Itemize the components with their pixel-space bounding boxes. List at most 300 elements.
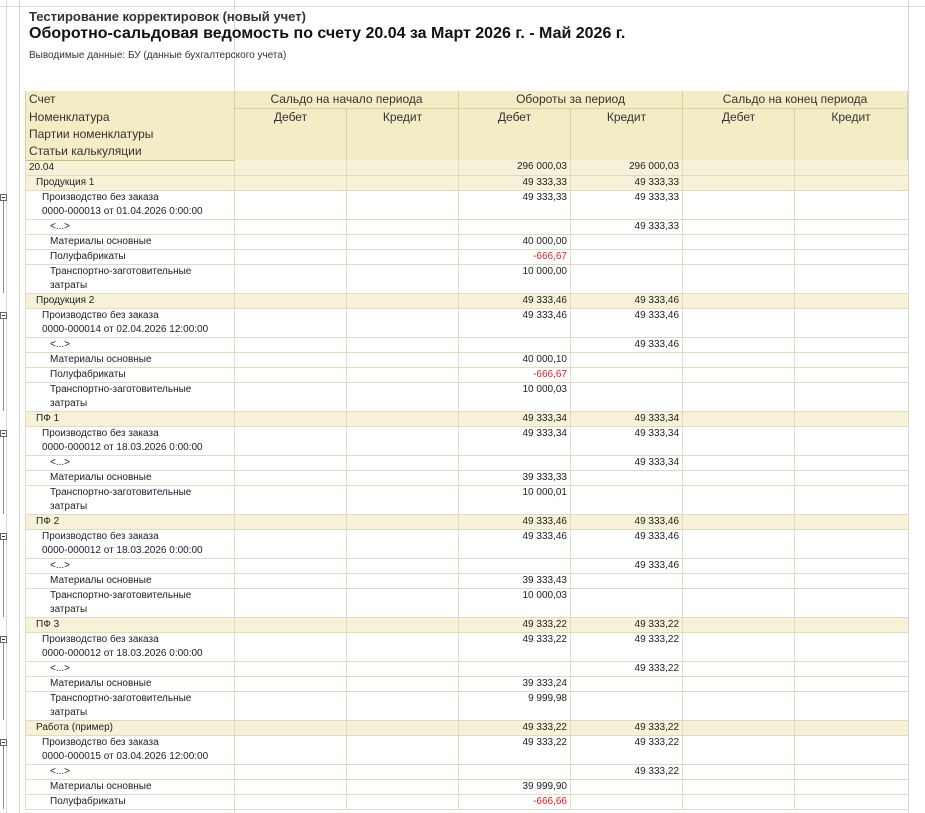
cell-closing-credit <box>795 529 908 558</box>
cell-turnover-credit <box>571 691 683 720</box>
cell-opening-debit <box>235 794 347 809</box>
table-row <box>26 337 908 352</box>
cell-closing-credit <box>795 779 908 794</box>
cell-opening-debit <box>235 308 347 337</box>
header-cost-items: Статьи калькуляции <box>26 143 235 161</box>
gutter-line-2 <box>19 0 20 813</box>
cell-turnover-credit: 49 333,22 <box>571 617 683 632</box>
cell-opening-debit <box>235 264 347 293</box>
cell-opening-credit <box>347 514 459 529</box>
cell-opening-credit <box>347 529 459 558</box>
row-name <box>26 455 235 470</box>
cell-turnover-credit <box>571 794 683 809</box>
cell-closing-credit <box>795 632 908 661</box>
cell-closing-debit <box>683 661 795 676</box>
cell-opening-debit <box>235 367 347 382</box>
cell-closing-debit <box>683 514 795 529</box>
row-name-line: 0000-000015 от 03.04.2026 12:00:00 <box>42 750 209 762</box>
row-name-line: Производство без заказа <box>42 633 159 645</box>
gutter-line-1 <box>6 0 7 813</box>
cell-turnover-credit: 49 333,34 <box>571 426 683 455</box>
row-name-line: Транспортно-заготовительные <box>50 486 192 498</box>
header-turnover-credit: Кредит <box>571 109 683 161</box>
cell-opening-debit <box>235 558 347 573</box>
cell-closing-debit <box>683 470 795 485</box>
outline-bracket <box>3 436 4 514</box>
row-name-line: Транспортно-заготовительные <box>50 589 192 601</box>
table-row <box>26 234 908 249</box>
cell-closing-credit <box>795 367 908 382</box>
cell-closing-debit <box>683 382 795 411</box>
cell-opening-credit <box>347 264 459 293</box>
cell-closing-credit <box>795 352 908 367</box>
row-name <box>26 617 235 632</box>
cell-closing-credit <box>795 293 908 308</box>
table-row <box>26 308 908 337</box>
cell-closing-credit <box>795 160 908 175</box>
row-name-line: Продукция 2 <box>36 294 95 306</box>
cell-opening-credit <box>347 735 459 764</box>
collapse-group-icon[interactable] <box>0 636 7 643</box>
cell-opening-debit <box>235 426 347 455</box>
row-name <box>26 735 235 764</box>
cell-closing-debit <box>683 175 795 190</box>
cell-closing-debit <box>683 764 795 779</box>
table-row <box>26 573 908 588</box>
cell-closing-debit <box>683 426 795 455</box>
cell-turnover-debit: 49 333,22 <box>459 617 571 632</box>
table-row <box>26 529 908 558</box>
cell-turnover-credit <box>571 249 683 264</box>
cell-closing-debit <box>683 735 795 764</box>
table-row <box>26 764 908 779</box>
cell-opening-credit <box>347 352 459 367</box>
cell-closing-credit <box>795 455 908 470</box>
cell-opening-credit <box>347 720 459 735</box>
table-row <box>26 632 908 661</box>
cell-opening-credit <box>347 382 459 411</box>
cell-opening-credit <box>347 160 459 175</box>
row-name <box>26 249 235 264</box>
cell-turnover-debit: -666,66 <box>459 794 571 809</box>
collapse-group-icon[interactable] <box>0 533 7 540</box>
cell-turnover-credit: 49 333,33 <box>571 190 683 219</box>
cell-opening-debit <box>235 175 347 190</box>
row-name <box>26 175 235 190</box>
cell-turnover-credit <box>571 485 683 514</box>
row-name-line: Транспортно-заготовительные <box>50 383 192 395</box>
cell-opening-credit <box>347 426 459 455</box>
cell-opening-debit <box>235 249 347 264</box>
header-nomenclature: Номенклатура <box>26 109 235 126</box>
report-heading: Оборотно-сальдовая ведомость по счету 20.04 за Март 2026 г. - Май 2026 г. <box>29 25 626 42</box>
row-name-line: 0000-000012 от 18.03.2026 0:00:00 <box>42 544 203 556</box>
cell-opening-debit <box>235 529 347 558</box>
table-row <box>26 455 908 470</box>
row-name-line: <...> <box>50 765 71 777</box>
header-batches: Партии номенклатуры <box>26 126 235 143</box>
row-name <box>26 661 235 676</box>
cell-closing-credit <box>795 514 908 529</box>
table-row <box>26 617 908 632</box>
cell-opening-credit <box>347 249 459 264</box>
cell-closing-debit <box>683 264 795 293</box>
row-name-line: <...> <box>50 559 71 571</box>
row-name <box>26 264 235 293</box>
row-name <box>26 529 235 558</box>
row-name <box>26 779 235 794</box>
table-row <box>26 691 908 720</box>
row-name <box>26 293 235 308</box>
cell-turnover-credit: 49 333,22 <box>571 632 683 661</box>
cell-opening-credit <box>347 794 459 809</box>
cell-closing-credit <box>795 691 908 720</box>
cell-closing-debit <box>683 352 795 367</box>
row-name <box>26 160 235 175</box>
cell-closing-credit <box>795 234 908 249</box>
row-name <box>26 794 235 809</box>
cell-closing-credit <box>795 337 908 352</box>
cell-opening-debit <box>235 470 347 485</box>
cell-opening-debit <box>235 588 347 617</box>
collapse-group-icon[interactable] <box>0 739 7 746</box>
row-name-line: Производство без заказа <box>42 191 159 203</box>
right-grid-line <box>908 0 909 813</box>
cell-opening-credit <box>347 470 459 485</box>
row-name-line: затраты <box>50 397 88 409</box>
cell-opening-debit <box>235 661 347 676</box>
cell-turnover-debit <box>459 219 571 234</box>
cell-closing-debit <box>683 529 795 558</box>
top-grid-line <box>0 6 925 7</box>
row-name-line: Полуфабрикаты <box>50 795 126 807</box>
cell-closing-debit <box>683 249 795 264</box>
cell-opening-credit <box>347 558 459 573</box>
cell-turnover-credit <box>571 264 683 293</box>
cell-turnover-debit: 49 333,22 <box>459 720 571 735</box>
cell-turnover-debit: 40 000,00 <box>459 234 571 249</box>
row-name <box>26 691 235 720</box>
cell-opening-debit <box>235 720 347 735</box>
cell-closing-debit <box>683 308 795 337</box>
header-closing-debit: Дебет <box>683 109 795 161</box>
row-name <box>26 367 235 382</box>
cell-turnover-credit <box>571 234 683 249</box>
row-name <box>26 588 235 617</box>
cell-turnover-debit: 49 333,34 <box>459 426 571 455</box>
cell-turnover-debit <box>459 661 571 676</box>
cell-opening-debit <box>235 779 347 794</box>
cell-opening-debit <box>235 691 347 720</box>
cell-turnover-debit: 10 000,01 <box>459 485 571 514</box>
cell-turnover-debit: 49 333,46 <box>459 293 571 308</box>
row-name-line: ПФ 3 <box>36 618 60 630</box>
row-name-line: 20.04 <box>29 161 55 173</box>
cell-turnover-credit <box>571 779 683 794</box>
cell-turnover-debit: -666,67 <box>459 249 571 264</box>
row-name-line: <...> <box>50 456 71 468</box>
cell-opening-debit <box>235 455 347 470</box>
cell-turnover-credit: 49 333,22 <box>571 720 683 735</box>
cell-opening-debit <box>235 219 347 234</box>
cell-closing-debit <box>683 160 795 175</box>
row-name-line: Производство без заказа <box>42 736 159 748</box>
table-row <box>26 779 908 794</box>
row-name <box>26 411 235 426</box>
table-row <box>26 411 908 426</box>
row-name-line: Работа (пример) <box>36 721 113 733</box>
row-name <box>26 485 235 514</box>
cell-closing-debit <box>683 337 795 352</box>
outline-bracket <box>3 539 4 617</box>
cell-closing-credit <box>795 661 908 676</box>
row-name-line: Производство без заказа <box>42 530 159 542</box>
row-name-line: 0000-000014 от 02.04.2026 12:00:00 <box>42 323 209 335</box>
row-name-line: затраты <box>50 279 88 291</box>
table-row <box>26 352 908 367</box>
cell-turnover-credit <box>571 352 683 367</box>
cell-turnover-debit: 49 333,33 <box>459 175 571 190</box>
cell-turnover-debit: 39 999,90 <box>459 779 571 794</box>
row-name <box>26 676 235 691</box>
cell-turnover-credit: 49 333,46 <box>571 558 683 573</box>
cell-opening-credit <box>347 632 459 661</box>
turnover-balance-table <box>25 91 908 810</box>
cell-closing-debit <box>683 411 795 426</box>
cell-opening-credit <box>347 573 459 588</box>
cell-closing-debit <box>683 190 795 219</box>
header-turnover-debit: Дебет <box>459 109 571 161</box>
row-name-line: <...> <box>50 338 71 350</box>
table-row <box>26 264 908 293</box>
cell-closing-credit <box>795 558 908 573</box>
row-name-line: ПФ 2 <box>36 515 60 527</box>
cell-turnover-debit: 49 333,46 <box>459 529 571 558</box>
row-name <box>26 308 235 337</box>
table-row <box>26 367 908 382</box>
cell-closing-credit <box>795 470 908 485</box>
cell-closing-credit <box>795 426 908 455</box>
table-row <box>26 160 908 175</box>
cell-opening-debit <box>235 764 347 779</box>
row-name-line: Транспортно-заготовительные <box>50 692 192 704</box>
row-name-line: Производство без заказа <box>42 309 159 321</box>
row-name <box>26 426 235 455</box>
row-name-line: 0000-000012 от 18.03.2026 0:00:00 <box>42 647 203 659</box>
table-row <box>26 293 908 308</box>
row-name-line: затраты <box>50 500 88 512</box>
cell-turnover-credit: 49 333,34 <box>571 455 683 470</box>
cell-opening-credit <box>347 661 459 676</box>
cell-turnover-debit <box>459 764 571 779</box>
cell-opening-credit <box>347 617 459 632</box>
cell-closing-debit <box>683 720 795 735</box>
cell-opening-credit <box>347 367 459 382</box>
row-name <box>26 720 235 735</box>
outline-bracket <box>3 318 4 411</box>
table-row <box>26 190 908 219</box>
row-name <box>26 764 235 779</box>
cell-closing-debit <box>683 617 795 632</box>
cell-turnover-credit: 49 333,33 <box>571 219 683 234</box>
cell-closing-credit <box>795 735 908 764</box>
cell-opening-debit <box>235 514 347 529</box>
cell-turnover-credit: 49 333,33 <box>571 175 683 190</box>
row-name-line: Производство без заказа <box>42 427 159 439</box>
cell-opening-debit <box>235 411 347 426</box>
row-name <box>26 190 235 219</box>
cell-opening-credit <box>347 190 459 219</box>
cell-turnover-debit: 49 333,22 <box>459 632 571 661</box>
cell-opening-debit <box>235 676 347 691</box>
row-name-line: 0000-000013 от 01.04.2026 0:00:00 <box>42 205 203 217</box>
row-name-line: Полуфабрикаты <box>50 368 126 380</box>
cell-closing-credit <box>795 382 908 411</box>
cell-opening-debit <box>235 160 347 175</box>
header-opening-debit: Дебет <box>235 109 347 161</box>
cell-opening-credit <box>347 219 459 234</box>
report-title: Тестирование корректировок (новый учет) <box>29 9 306 24</box>
header-opening-balance: Сальдо на начало периода <box>235 91 459 109</box>
cell-closing-credit <box>795 175 908 190</box>
cell-closing-debit <box>683 632 795 661</box>
row-name-line: Продукция 1 <box>36 176 95 188</box>
cell-opening-credit <box>347 455 459 470</box>
row-name <box>26 632 235 661</box>
cell-closing-debit <box>683 794 795 809</box>
cell-turnover-credit <box>571 470 683 485</box>
row-name <box>26 234 235 249</box>
cell-closing-debit <box>683 573 795 588</box>
cell-closing-debit <box>683 293 795 308</box>
cell-closing-credit <box>795 573 908 588</box>
table-row <box>26 470 908 485</box>
row-name-line: Материалы основные <box>50 574 152 586</box>
collapse-group-icon[interactable] <box>0 194 7 201</box>
cell-closing-debit <box>683 691 795 720</box>
cell-opening-debit <box>235 573 347 588</box>
cell-closing-debit <box>683 219 795 234</box>
row-name-line: <...> <box>50 662 71 674</box>
row-name-line: Материалы основные <box>50 471 152 483</box>
cell-opening-debit <box>235 234 347 249</box>
table-row <box>26 426 908 455</box>
row-name-line: Транспортно-заготовительные <box>50 265 192 277</box>
cell-opening-debit <box>235 337 347 352</box>
cell-opening-credit <box>347 411 459 426</box>
cell-closing-credit <box>795 617 908 632</box>
table-row <box>26 485 908 514</box>
cell-closing-credit <box>795 190 908 219</box>
cell-opening-debit <box>235 617 347 632</box>
cell-opening-debit <box>235 485 347 514</box>
table-row <box>26 219 908 234</box>
cell-opening-debit <box>235 735 347 764</box>
outline-bracket <box>3 745 4 809</box>
cell-opening-credit <box>347 485 459 514</box>
cell-closing-credit <box>795 764 908 779</box>
cell-turnover-credit: 296 000,03 <box>571 160 683 175</box>
cell-closing-credit <box>795 720 908 735</box>
cell-opening-credit <box>347 676 459 691</box>
cell-closing-debit <box>683 367 795 382</box>
cell-turnover-credit: 49 333,46 <box>571 308 683 337</box>
cell-turnover-credit <box>571 588 683 617</box>
row-name-line: Материалы основные <box>50 353 152 365</box>
cell-turnover-credit <box>571 367 683 382</box>
table-row <box>26 794 908 809</box>
table-row <box>26 661 908 676</box>
cell-turnover-debit: 49 333,22 <box>459 735 571 764</box>
cell-opening-debit <box>235 382 347 411</box>
row-name <box>26 573 235 588</box>
table-row <box>26 382 908 411</box>
cell-closing-credit <box>795 411 908 426</box>
cell-turnover-credit: 49 333,46 <box>571 529 683 558</box>
outline-bracket <box>3 642 4 720</box>
cell-turnover-debit: 39 333,33 <box>459 470 571 485</box>
cell-turnover-credit <box>571 676 683 691</box>
table-row <box>26 720 908 735</box>
cell-turnover-credit: 49 333,46 <box>571 293 683 308</box>
cell-closing-debit <box>683 455 795 470</box>
row-name-line: <...> <box>50 220 71 232</box>
cell-closing-debit <box>683 234 795 249</box>
cell-turnover-debit: 49 333,46 <box>459 514 571 529</box>
cell-opening-debit <box>235 352 347 367</box>
cell-closing-debit <box>683 676 795 691</box>
cell-turnover-debit: 49 333,33 <box>459 190 571 219</box>
cell-closing-debit <box>683 485 795 514</box>
cell-turnover-credit: 49 333,46 <box>571 514 683 529</box>
cell-turnover-credit: 49 333,22 <box>571 661 683 676</box>
collapse-group-icon[interactable] <box>0 312 7 319</box>
row-name-line: ПФ 1 <box>36 412 60 424</box>
cell-closing-credit <box>795 308 908 337</box>
cell-opening-credit <box>347 337 459 352</box>
header-turnover: Обороты за период <box>459 91 683 109</box>
header-closing-credit: Кредит <box>795 109 908 161</box>
cell-closing-debit <box>683 779 795 794</box>
header-account: Счет <box>26 91 235 109</box>
cell-opening-credit <box>347 308 459 337</box>
cell-turnover-debit: 39 333,43 <box>459 573 571 588</box>
report-output-settings: Выводимые данные: БУ (данные бухгалтерского учета) <box>29 50 287 61</box>
cell-opening-credit <box>347 691 459 720</box>
cell-turnover-debit: -666,67 <box>459 367 571 382</box>
cell-turnover-debit: 10 000,03 <box>459 588 571 617</box>
row-name <box>26 219 235 234</box>
collapse-group-icon[interactable] <box>0 430 7 437</box>
header-closing-balance: Сальдо на конец периода <box>683 91 908 109</box>
cell-turnover-debit <box>459 558 571 573</box>
cell-opening-credit <box>347 779 459 794</box>
row-name <box>26 470 235 485</box>
cell-turnover-debit: 49 333,46 <box>459 308 571 337</box>
table-body <box>26 160 908 809</box>
cell-turnover-debit <box>459 337 571 352</box>
table-row <box>26 514 908 529</box>
cell-closing-credit <box>795 219 908 234</box>
cell-turnover-debit: 10 000,03 <box>459 382 571 411</box>
row-name-line: Материалы основные <box>50 780 152 792</box>
cell-closing-credit <box>795 676 908 691</box>
row-name <box>26 382 235 411</box>
cell-turnover-debit: 39 333,24 <box>459 676 571 691</box>
cell-turnover-debit: 10 000,00 <box>459 264 571 293</box>
cell-turnover-credit: 49 333,46 <box>571 337 683 352</box>
cell-turnover-credit <box>571 573 683 588</box>
